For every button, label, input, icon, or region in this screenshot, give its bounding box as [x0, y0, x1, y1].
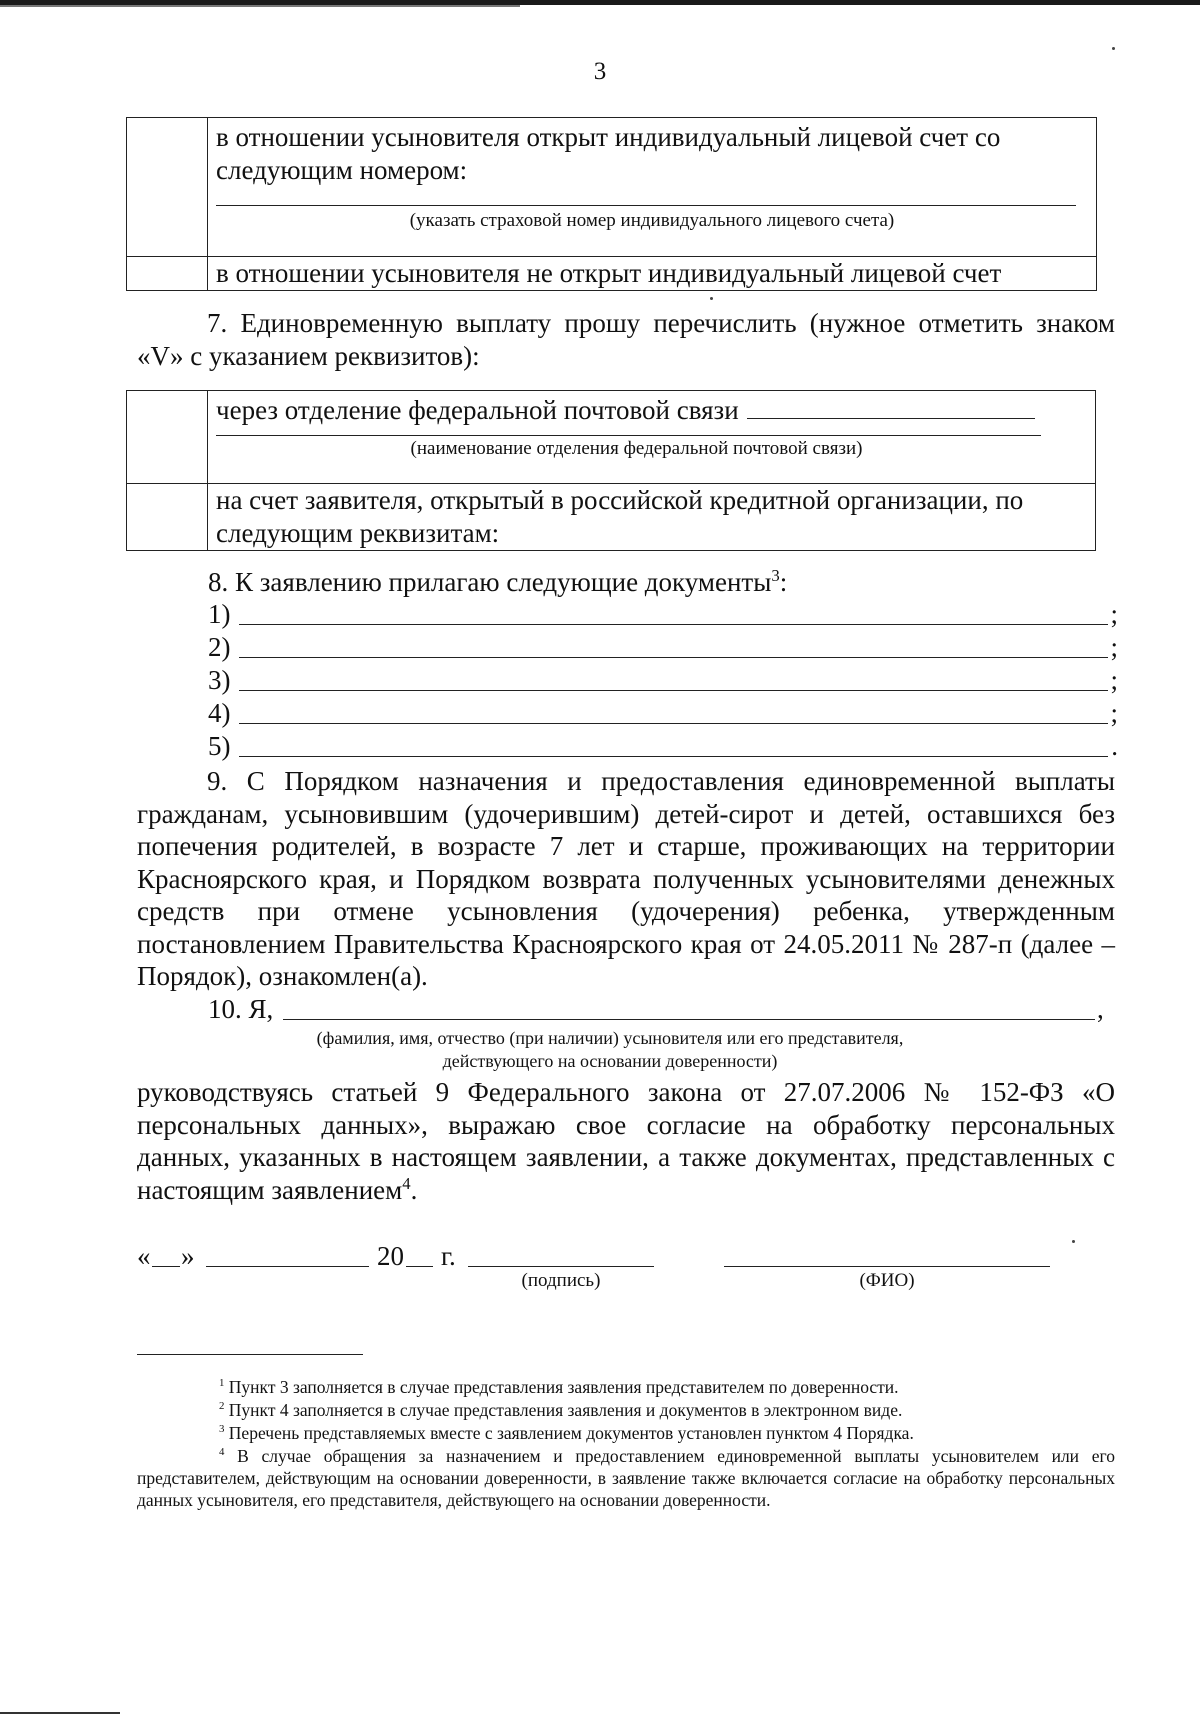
section-8-heading: [208, 566, 787, 598]
account-not-open-cell: [208, 257, 1097, 291]
date-month-field[interactable]: [206, 1266, 369, 1267]
footnote-1: [137, 1376, 1115, 1398]
footnote-mark: 3: [219, 1423, 225, 1436]
scan-speck: [710, 297, 713, 300]
document-number: 3): [208, 665, 231, 695]
document-end-mark: ;: [1110, 698, 1118, 728]
post-office-name-field-inline[interactable]: [747, 392, 1035, 419]
section-8-heading-text: 8. К заявлению прилагаю следующие документы: [208, 567, 772, 597]
document-number: 1): [208, 599, 231, 629]
document-field[interactable]: [239, 756, 1108, 757]
footnote-mark: 1: [219, 1377, 225, 1390]
full-name-caption: (ФИО): [859, 1270, 915, 1291]
document-field[interactable]: [239, 723, 1108, 724]
document-line-3[interactable]: [208, 664, 1118, 696]
section-10-consent-body: руководствуясь статьей 9 Федерального закона от 27.07.2006 № 152-ФЗ «О персональных данных», выражаю свое согласие на обработку персональных данных, указанных в настоящем заявлении, а также документах, представленных с настоящим заявлением: [137, 1077, 1115, 1205]
document-field[interactable]: [239, 657, 1108, 658]
scan-speck: [1112, 47, 1115, 50]
document-line-2[interactable]: [208, 631, 1118, 663]
scan-top-edge-shadow: [0, 5, 520, 7]
applicant-name-field[interactable]: [283, 1019, 1095, 1020]
section-10-comma: ,: [1097, 994, 1104, 1024]
signature-caption: (подпись): [521, 1270, 601, 1291]
footnote-3: [137, 1422, 1115, 1444]
signature-field[interactable]: [468, 1266, 654, 1267]
document-end-mark: ;: [1110, 599, 1118, 629]
document-end-mark: .: [1111, 731, 1118, 761]
date-quote-open: «: [137, 1241, 151, 1271]
bank-account-checkbox[interactable]: [127, 484, 208, 551]
full-name-field[interactable]: [724, 1266, 1050, 1267]
section-9-text: 9. С Порядком назначения и предоставления единовременной выплаты гражданам, усыновившим (удочерившим) детей-сирот и детей, оставшихся без попечения родителей, в возрасте 7 лет и старше, проживающих на территории Красноярского края, и Порядком возврата полученных усыновителями денежных средств при отмене усыновления (удочерения) ребенка, утвержденным постановлением Правительства Красноярского края от 24.05.2011 № 287-п (далее – Порядок), ознакомлен(а).: [137, 766, 1115, 991]
footnote-mark: 4: [219, 1446, 225, 1459]
post-office-checkbox[interactable]: [127, 391, 208, 484]
section-10-consent-end: .: [410, 1174, 418, 1205]
applicant-name-caption-1: (фамилия, имя, отчество (при наличии) усыновителя или его представителя,: [316, 1028, 904, 1048]
footnote-text: В случае обращения за назначением и предоставлением единовременной выплаты усыновителем или его представителем, действующим на основании доверенности, в заявление также включается согласие на обработку персональных данных усыновителя, его представителя, действующего на основании доверенности.: [137, 1446, 1115, 1510]
payment-method-table: [126, 390, 1096, 551]
account-number-caption: (указать страховой номер индивидуального лицевого счета): [409, 210, 895, 231]
scan-speck: [1072, 1240, 1075, 1243]
document-field[interactable]: [239, 690, 1108, 691]
section-8-heading-colon: :: [779, 567, 788, 597]
account-open-label: в отношении усыновителя открыт индивидуальный лицевой счет со следующим номером:: [216, 122, 1001, 185]
section-10-consent-text: [137, 1076, 1115, 1206]
footnote-text: Пункт 3 заполняется в случае представления заявления представителем по доверенности.: [228, 1377, 899, 1397]
document-line-1[interactable]: [208, 598, 1118, 630]
post-office-name-field[interactable]: [216, 427, 1041, 436]
date-quote-close: »: [181, 1241, 195, 1271]
date-year-prefix: 20: [377, 1241, 404, 1271]
account-number-field[interactable]: [216, 187, 1076, 206]
section-7-text: 7. Единовременную выплату прошу перечислить (нужное отметить знаком «V» с указанием реквизитов):: [137, 308, 1115, 371]
bank-account-cell: [208, 484, 1096, 551]
post-office-row: [208, 391, 1095, 427]
document-line-4[interactable]: [208, 697, 1118, 729]
date-day-field[interactable]: [152, 1266, 180, 1267]
scan-bottom-edge: [0, 1712, 120, 1714]
bank-account-label: на счет заявителя, открытый в российской кредитной организации, по следующим реквизитам:: [216, 485, 1024, 548]
section-10-prefix: 10. Я,: [208, 994, 274, 1024]
page-number: 3: [593, 58, 607, 85]
document-line-5[interactable]: [208, 730, 1118, 762]
account-open-checkbox[interactable]: [127, 118, 208, 257]
footnote-text: Перечень представляемых вместе с заявлением документов установлен пунктом 4 Порядка.: [228, 1423, 914, 1443]
account-open-cell: [208, 118, 1097, 257]
footnote-4: [137, 1445, 1115, 1511]
document-field[interactable]: [239, 624, 1108, 625]
document-number: 4): [208, 698, 231, 728]
post-office-label: через отделение федеральной почтовой связи: [216, 395, 739, 425]
footnote-ref-3: 3: [771, 566, 780, 585]
account-not-open-label: в отношении усыновителя не открыт индивидуальный лицевой счет: [216, 258, 1002, 288]
document-number: 2): [208, 632, 231, 662]
account-not-open-checkbox[interactable]: [127, 257, 208, 291]
footnote-2: [137, 1399, 1115, 1421]
applicant-name-caption-2: действующего на основании доверенности): [442, 1051, 778, 1071]
document-number: 5): [208, 731, 231, 761]
footnote-text: Пункт 4 заполняется в случае представления заявления и документов в электронном виде.: [228, 1400, 903, 1420]
date-year-suffix: г.: [441, 1241, 456, 1271]
post-office-cell: [208, 391, 1096, 484]
footnote-separator: [137, 1354, 363, 1355]
footnote-ref-4: 4: [402, 1173, 411, 1193]
date-year-field[interactable]: [406, 1266, 433, 1267]
footnote-mark: 2: [219, 1400, 225, 1413]
document-end-mark: ;: [1110, 632, 1118, 662]
account-status-table: [126, 117, 1097, 291]
document-end-mark: ;: [1110, 665, 1118, 695]
post-office-caption: (наименование отделения федеральной почтовой связи): [410, 438, 863, 459]
